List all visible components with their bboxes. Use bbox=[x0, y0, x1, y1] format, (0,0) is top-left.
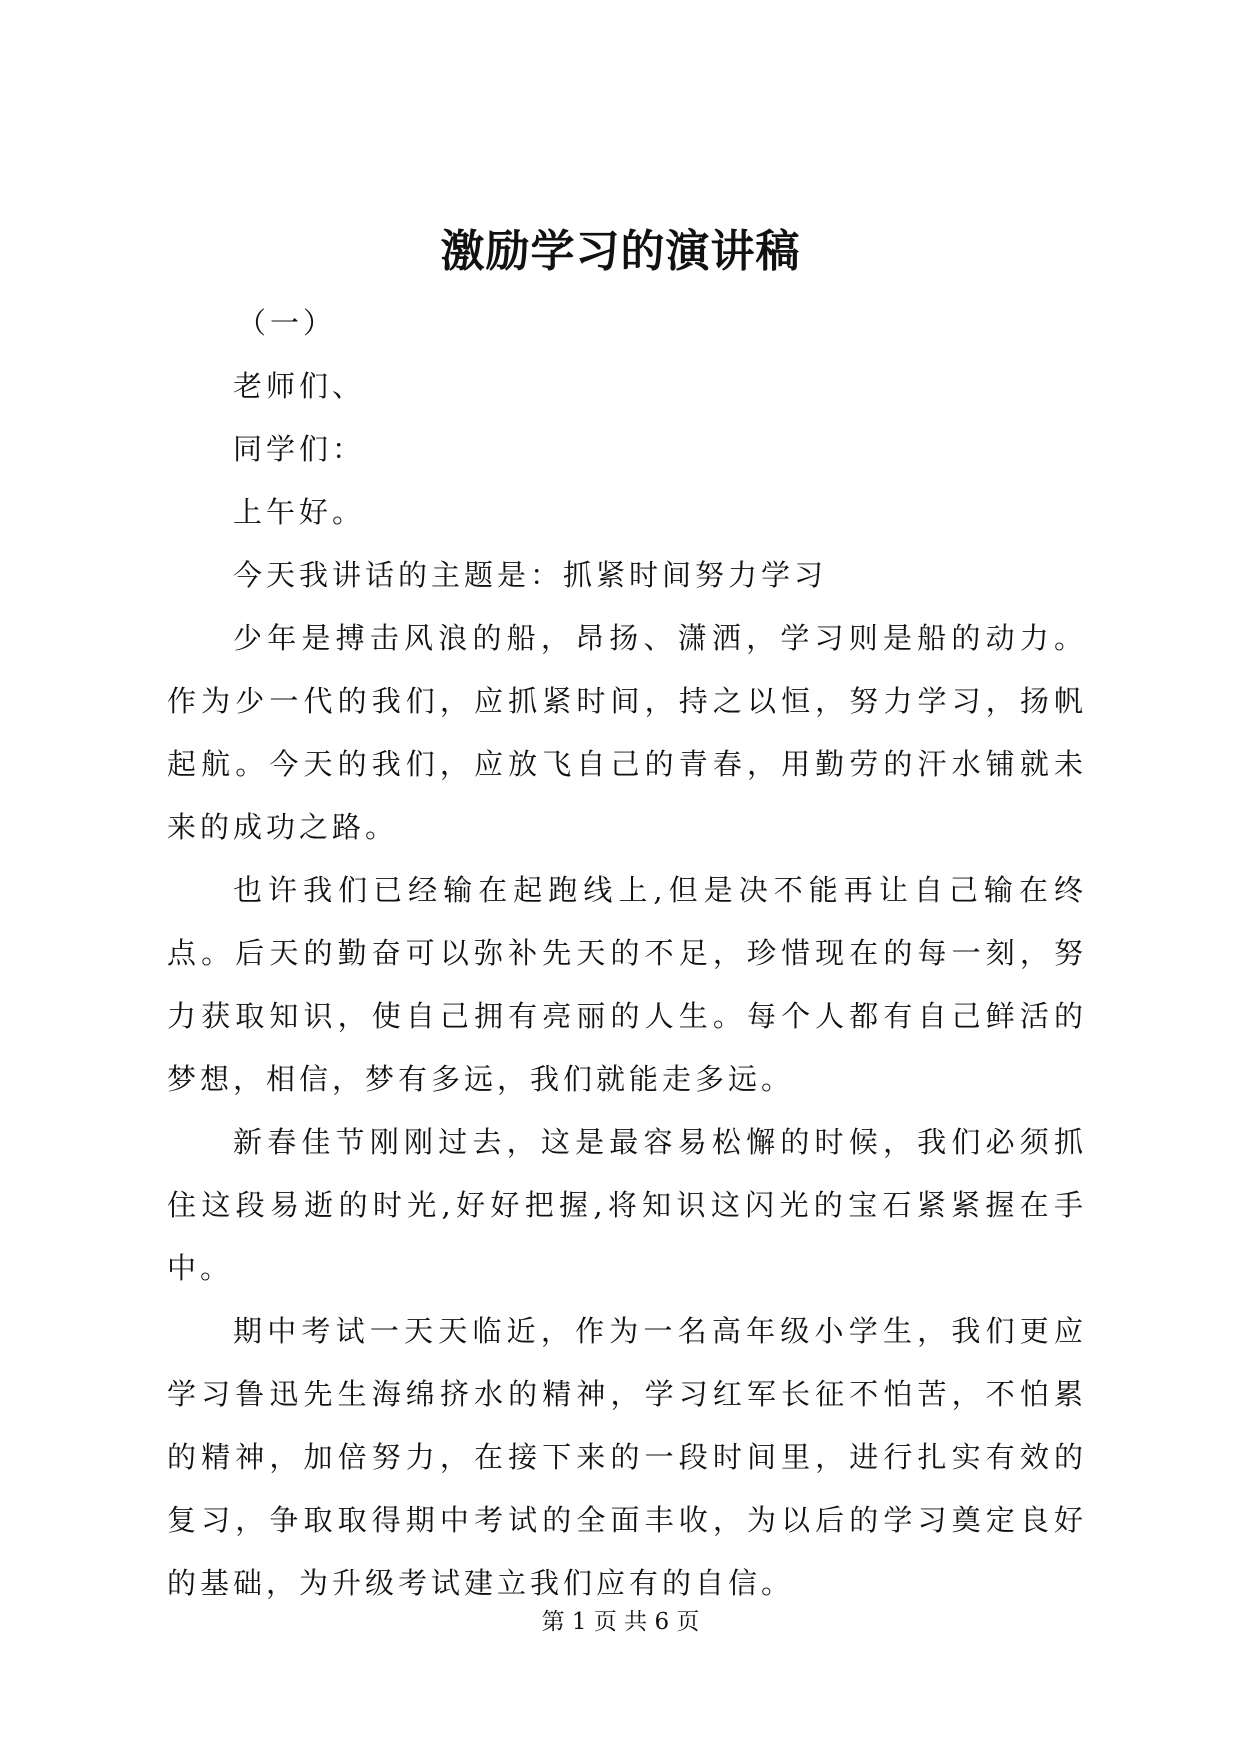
document-body bbox=[167, 292, 1087, 1615]
paragraph: 也许我们已经输在起跑线上,但是决不能再让自己输在终点。后天的勤奋可以弥补先天的不足，珍惜现在的每一刻，努力获取知识，使自己拥有亮丽的人生。每个人都有自己鲜活的梦想，相信，梦有多远，我们就能走多远。 bbox=[167, 873, 1087, 1096]
document-title: 激励学习的演讲稿 bbox=[440, 226, 801, 277]
paragraph: 期中考试一天天临近，作为一名高年级小学生，我们更应学习鲁迅先生海绵挤水的精神，学习红军长征不怕苦，不怕累的精神，加倍努力，在接下来的一段时间里，进行扎实有效的复习，争取取得期中考试的全面丰收，为以后的学习奠定良好的基础，为升级考试建立我们应有的自信。 bbox=[167, 1314, 1087, 1600]
salutation-teachers: 老师们、 bbox=[233, 369, 366, 403]
greeting: 上午好。 bbox=[233, 495, 366, 529]
salutation-students: 同学们： bbox=[233, 432, 366, 466]
page-footer: 第 1 页 共 6 页 bbox=[541, 1609, 700, 1635]
paragraph: 新春佳节刚刚过去，这是最容易松懈的时候，我们必须抓住这段易逝的时光,好好把握,将知识这闪光的宝石紧紧握在手中。 bbox=[167, 1125, 1087, 1285]
section-number: （一） bbox=[237, 306, 337, 340]
speech-topic: 今天我讲话的主题是：抓紧时间努力学习 bbox=[233, 558, 828, 592]
paragraph: 少年是搏击风浪的船，昂扬、潇洒，学习则是船的动力。作为少一代的我们，应抓紧时间，持之以恒，努力学习，扬帆起航。今天的我们，应放飞自己的青春，用勤劳的汗水铺就未来的成功之路。 bbox=[167, 621, 1087, 844]
